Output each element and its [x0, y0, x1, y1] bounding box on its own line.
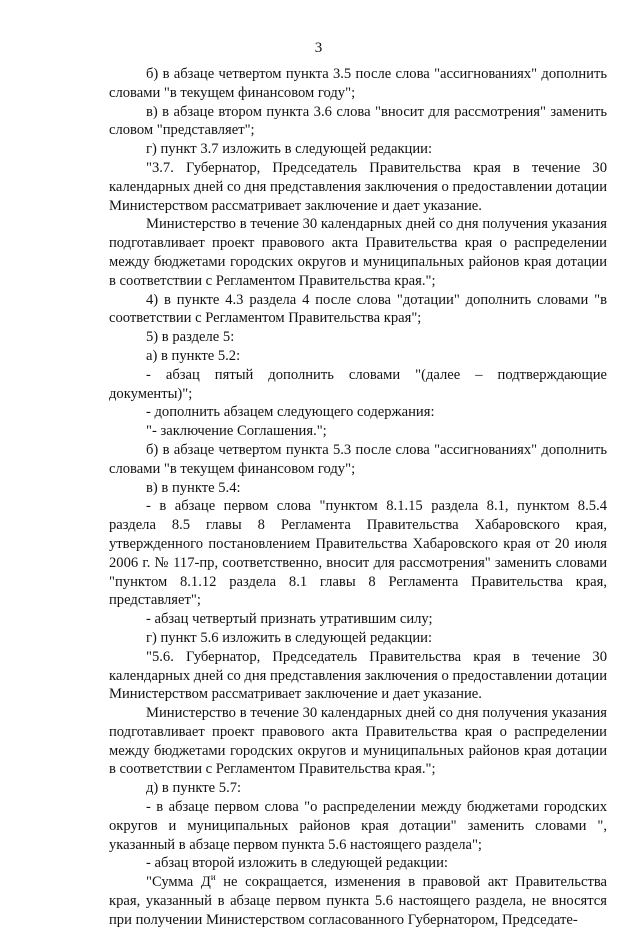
paragraph: а) в пункте 5.2: — [146, 347, 241, 364]
paragraph: - дополнить абзацем следующего содержания: — [146, 404, 435, 421]
paragraph-text-end: не сокращается, изменения в правовой акт Правительства края, указанный в абзаце первом пункта 5.6 настоящего раздела, не вносятся при получении Министерством согласованного Губернатором, Председате- — [109, 874, 607, 928]
paragraph: б) в абзаце четвертом пункта 5.3 после слова "ассигнованиях" дополнить словами "в текущем финансовом году"; — [109, 441, 607, 477]
paragraph-text-start: "Сумма Д — [146, 874, 211, 891]
paragraph: в) в абзаце втором пункта 3.6 слова "вносит для рассмотрения" заменить словом "представляет"; — [109, 103, 607, 139]
paragraph: Министерство в течение 30 календарных дней со дня получения указания подготавливает проект правового акта Правительства края о распределении между бюджетами городских округов и муниципальных районов края дотации в соответствии с Регламентом Правительства края."; — [109, 216, 607, 289]
paragraph: - в абзаце первом слова "пунктом 8.1.15 раздела 8.1, пунктом 8.5.4 раздела 8.5 главы 8 Регламента Правительства Хабаровского края, утвержденного постановлением Правительства Хабаровского края от 20 июля 2006 г. № 117-пр, соответственно, вносит для рассмотрения" заменить словами "пунктом 8.1.12 раздела 8.1 главы 8 Регламента Правительства края, представляет"; — [109, 498, 607, 609]
paragraph: в) в пункте 5.4: — [146, 479, 241, 496]
paragraph: Министерство в течение 30 календарных дней со дня получения указания подготавливает проект правового акта Правительства края о распределении между бюджетами городских округов и муниципальных районов края дотации в соответствии с Регламентом Правительства края."; — [109, 705, 607, 778]
paragraph: г) пункт 3.7 изложить в следующей редакции: — [146, 141, 433, 158]
paragraph: - абзац второй изложить в следующей редакции: — [146, 855, 448, 872]
paragraph: - абзац пятый дополнить словами "(далее – подтверждающие документы)"; — [109, 366, 607, 402]
paragraph: д) в пункте 5.7: — [146, 780, 242, 797]
superscript-index: и — [210, 872, 216, 883]
page-number: 3 — [314, 40, 323, 56]
paragraph: - в абзаце первом слова "о распределении между бюджетами городских округов и муниципальных районов края дотации" заменить словами ", указанный в абзаце первом пункта 5.6 настоящего раздела"; — [109, 799, 607, 853]
paragraph-last — [109, 873, 607, 929]
paragraph: - абзац четвертый признать утратившим силу; — [146, 611, 433, 628]
paragraph: 4) в пункте 4.3 раздела 4 после слова "дотации" дополнить словами "в соответствии с Регламентом Правительства края"; — [109, 291, 607, 327]
paragraph: 5) в разделе 5: — [146, 329, 235, 346]
paragraph: г) пункт 5.6 изложить в следующей редакции: — [146, 629, 433, 646]
document-body — [109, 65, 607, 930]
paragraph: б) в абзаце четвертом пункта 3.5 после слова "ассигнованиях" дополнить словами "в текущем финансовом году"; — [109, 66, 607, 101]
paragraph: "3.7. Губернатор, Председатель Правительства края в течение 30 календарных дней со дня представления заключения о предоставлении дотации Министерством рассматривает заключение и дает указание. — [109, 159, 607, 214]
paragraph: "5.6. Губернатор, Председатель Правительства края в течение 30 календарных дней со дня представления заключения о предоставлении дотации Министерством рассматривает заключение и дает указание. — [109, 648, 607, 703]
paragraph: "- заключение Соглашения."; — [146, 423, 327, 440]
